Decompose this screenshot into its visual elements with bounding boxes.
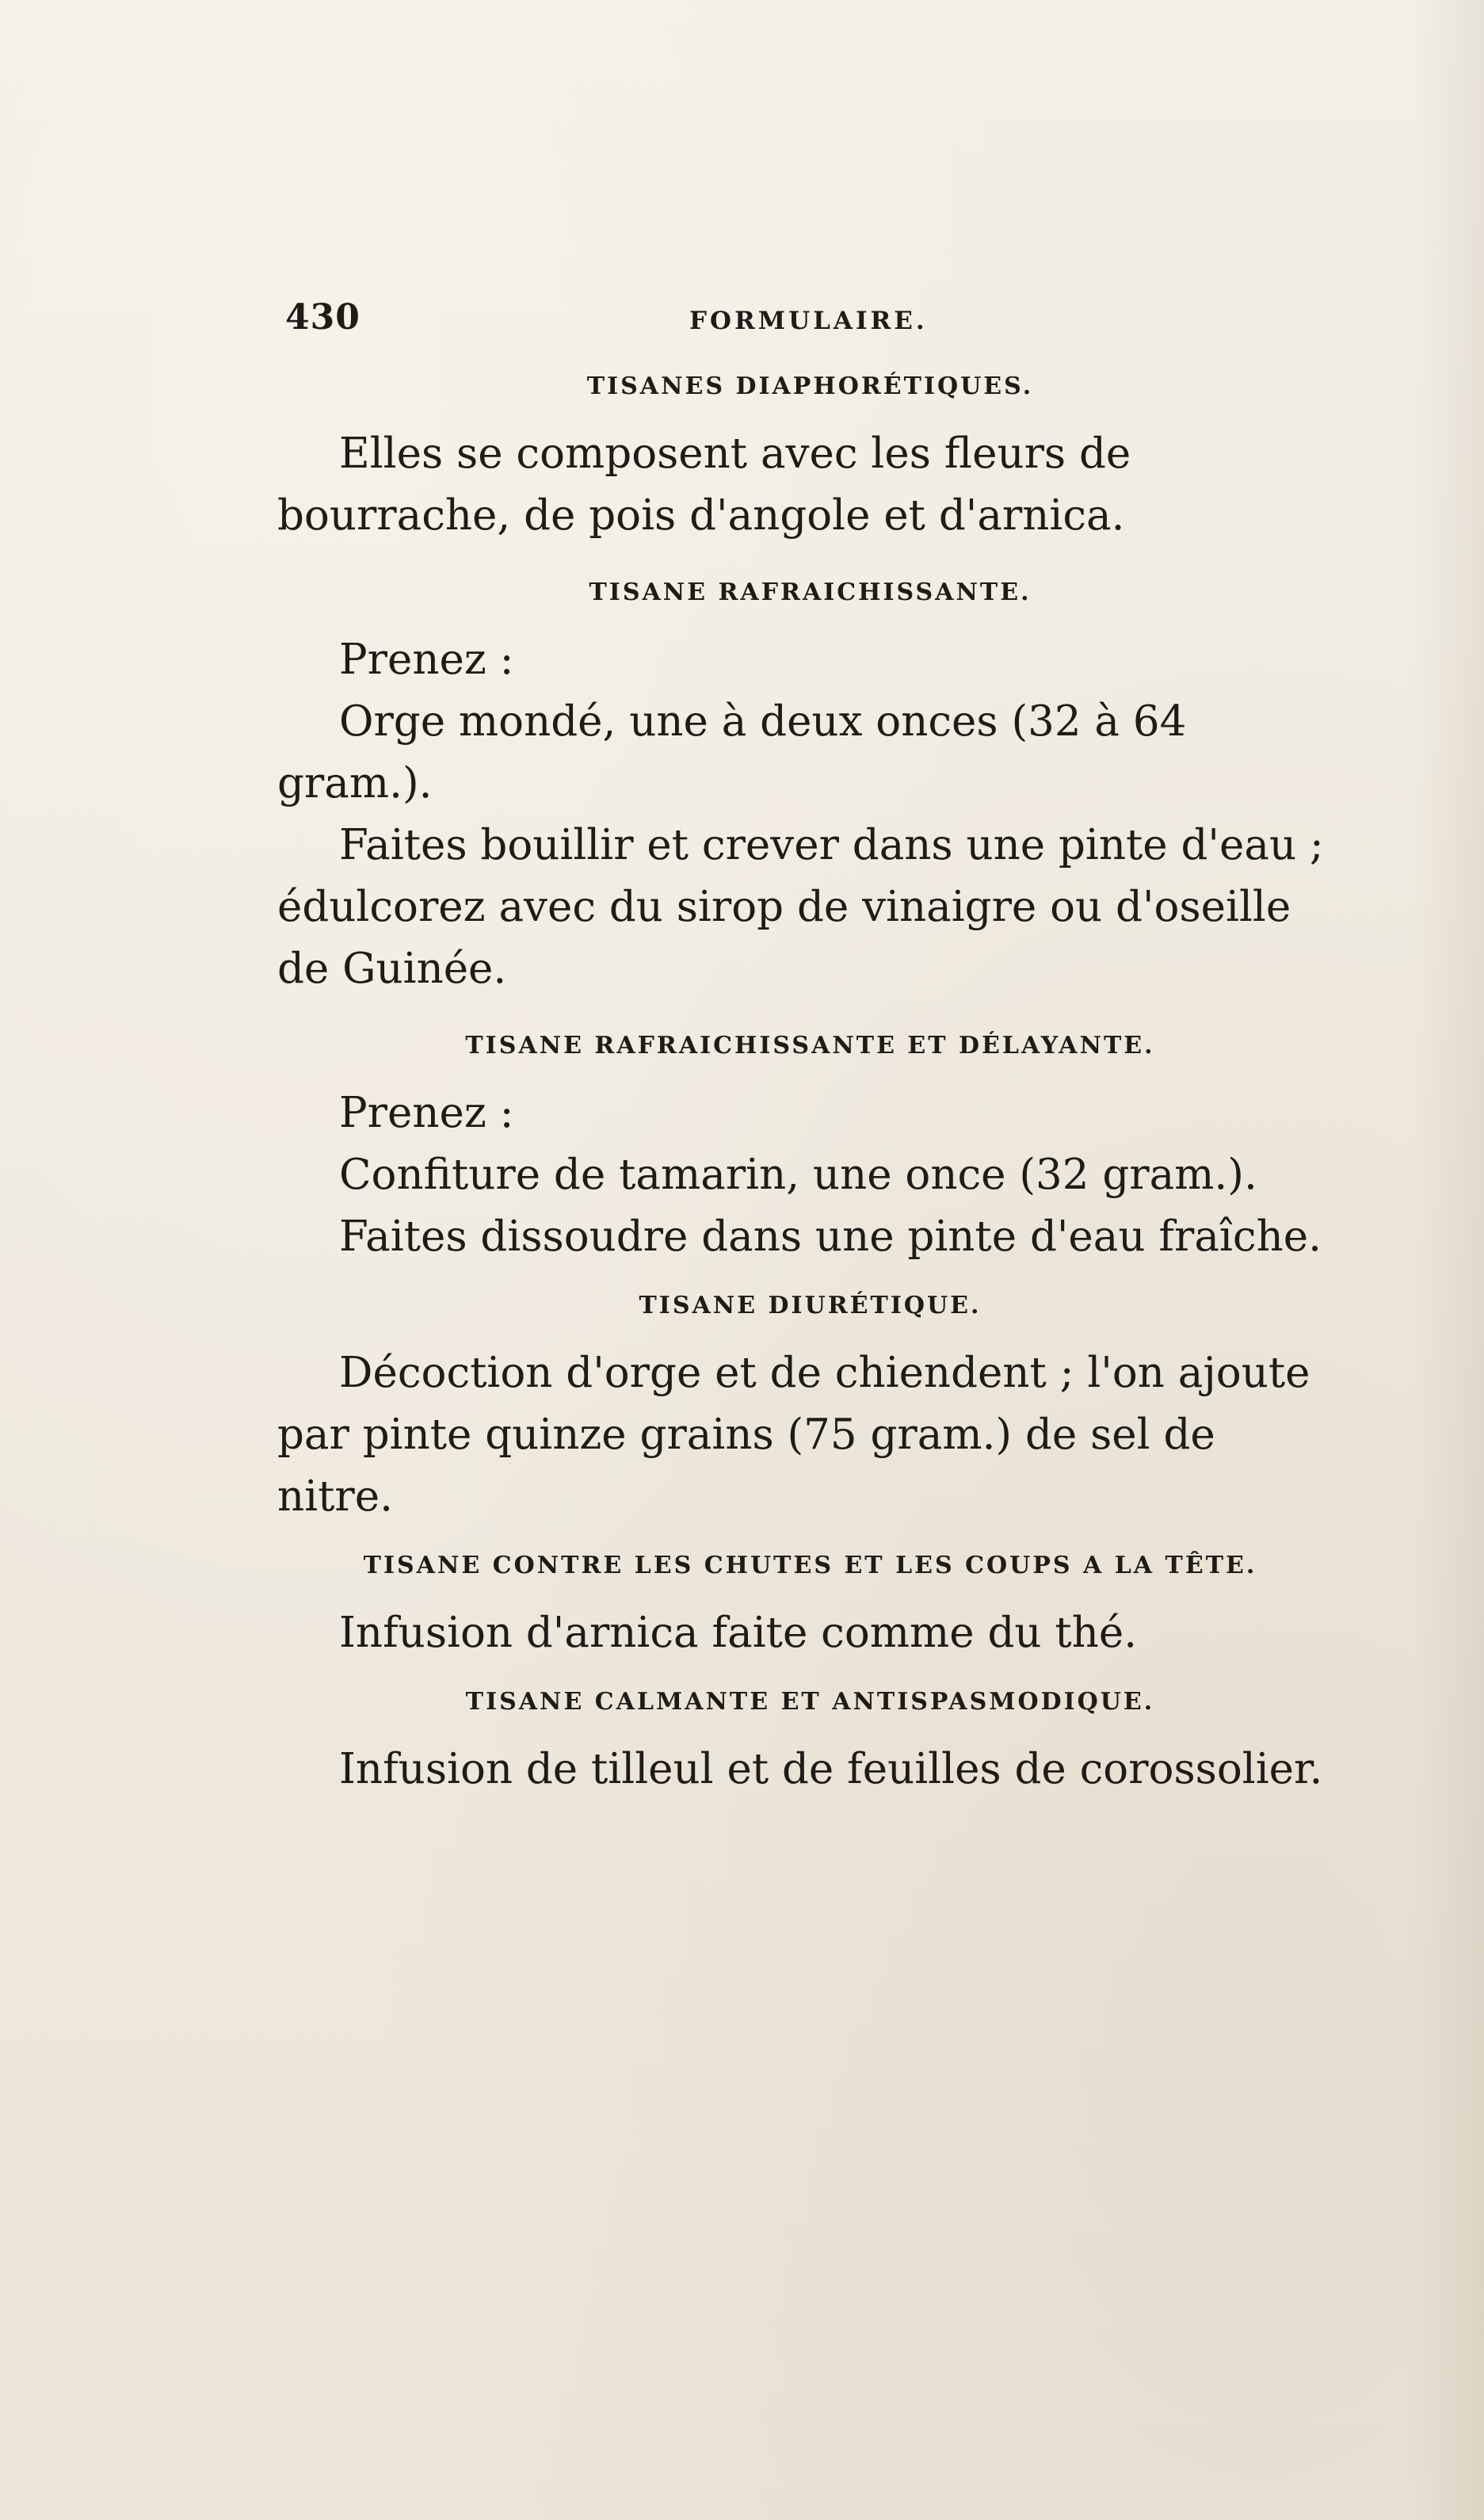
page-content — [277, 372, 1343, 1824]
section-tisane-calmante — [277, 1688, 1343, 1800]
paragraph: Faites dissoudre dans une pinte d'eau fraîche. — [339, 1212, 1322, 1261]
paragraph: Décoction d'orge et de chiendent ; l'on ajoute par pinte quinze grains (75 gram.) de sel de nitre. — [277, 1349, 1310, 1521]
paragraph: Prenez : — [339, 636, 514, 684]
paragraph: Prenez : — [339, 1089, 514, 1137]
paragraph: Elles se composent avec les fleurs de bourrache, de pois d'angole et d'arnica. — [277, 430, 1131, 540]
section-title: TISANE DIURÉTIQUE. — [639, 1292, 982, 1319]
page-number: 430 — [285, 297, 361, 338]
section-title: TISANES DIAPHORÉTIQUES. — [586, 372, 1034, 400]
running-title: FORMULAIRE. — [689, 307, 928, 335]
section-tisane-diuretique — [277, 1292, 1343, 1528]
section-tisane-rafraichissante — [277, 578, 1343, 1000]
section-title: TISANE RAFRAICHISSANTE. — [589, 578, 1032, 606]
paragraph: Infusion d'arnica faite comme du thé. — [339, 1609, 1138, 1657]
section-tisane-contre-les-chutes — [277, 1552, 1343, 1664]
section-title: TISANE CONTRE LES CHUTES ET LES COUPS A LA TÊTE. — [363, 1552, 1257, 1579]
paragraph: Infusion de tilleul et de feuilles de corossolier. — [339, 1745, 1323, 1793]
page-header — [285, 289, 1315, 361]
section-title: TISANE RAFRAICHISSANTE ET DÉLAYANTE. — [465, 1032, 1155, 1060]
section-tisanes-diaphoretiques — [277, 372, 1343, 547]
section-title: TISANE CALMANTE ET ANTISPASMODIQUE. — [465, 1688, 1155, 1716]
paragraph: Confiture de tamarin, une once (32 gram.). — [339, 1151, 1257, 1199]
paragraph: Faites bouillir et crever dans une pinte d'eau ; édulcorez avec du sirop de vinaigre ou d'oseille de Guinée. — [277, 821, 1324, 993]
page-edge-shadow — [1413, 0, 1484, 2520]
paragraph: Orge mondé, une à deux onces (32 à 64 gram.). — [277, 697, 1187, 808]
section-tisane-rafraichissante-et-delayante — [277, 1032, 1343, 1268]
